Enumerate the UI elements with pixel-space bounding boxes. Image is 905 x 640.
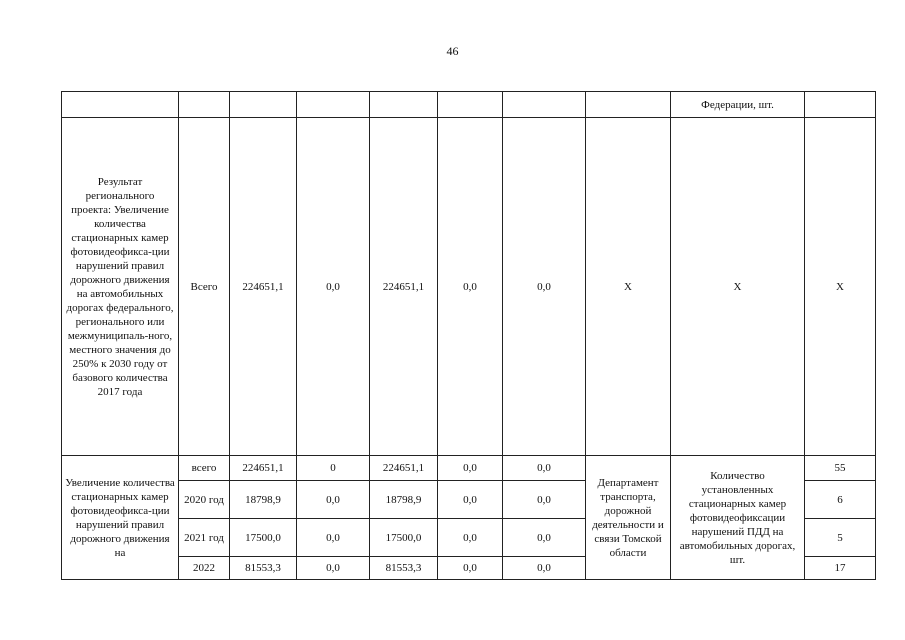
event-value-4: 0,0 (438, 481, 503, 519)
result-value-1: 224651,1 (230, 118, 297, 456)
continued-header-row (62, 92, 876, 118)
result-value-4: 0,0 (438, 118, 503, 456)
result-name: Результат регионального проекта: Увеличение количества стационарных камер фотовидеофикса-ции нарушений правил дорожного движения на автомобильных дорогах федерального, регионального или межмуниципаль-ного, местного значения до 250% к 2030 году от базового количества 2017 года (62, 118, 179, 456)
event-value-3: 81553,3 (370, 557, 438, 580)
result-indicator: Х (671, 118, 805, 456)
result-value-5: 0,0 (503, 118, 586, 456)
event-value-4: 0,0 (438, 456, 503, 481)
event-name: Увеличение количества стационарных камер фотовидеофикса-ции нарушений правил дорожного движения на (62, 456, 179, 580)
event-year: 2022 (179, 557, 230, 580)
event-indicator: Количество установленных стационарных камер фотовидеофиксации нарушений ПДД на автомобильных дорогах, шт. (671, 456, 805, 580)
event-value-5: 0,0 (503, 519, 586, 557)
event-value-2: 0,0 (297, 519, 370, 557)
table-cell (230, 92, 297, 118)
table-cell (586, 92, 671, 118)
event-value-2: 0,0 (297, 557, 370, 580)
result-target: Х (805, 118, 876, 456)
event-target: 6 (805, 481, 876, 519)
event-target: 55 (805, 456, 876, 481)
result-executor: Х (586, 118, 671, 456)
event-value-5: 0,0 (503, 557, 586, 580)
event-value-1: 224651,1 (230, 456, 297, 481)
event-value-5: 0,0 (503, 456, 586, 481)
event-target: 5 (805, 519, 876, 557)
table-cell (179, 92, 230, 118)
event-year: всего (179, 456, 230, 481)
table-cell (370, 92, 438, 118)
event-value-1: 81553,3 (230, 557, 297, 580)
event-value-5: 0,0 (503, 481, 586, 519)
table-cell (62, 92, 179, 118)
result-year: Всего (179, 118, 230, 456)
table-cell (438, 92, 503, 118)
event-value-2: 0,0 (297, 481, 370, 519)
table-cell (297, 92, 370, 118)
event-value-4: 0,0 (438, 557, 503, 580)
event-value-3: 18798,9 (370, 481, 438, 519)
event-value-1: 18798,9 (230, 481, 297, 519)
event-value-2: 0 (297, 456, 370, 481)
event-row-total (62, 456, 876, 481)
event-target: 17 (805, 557, 876, 580)
event-year: 2021 год (179, 519, 230, 557)
page-number: 46 (446, 44, 459, 58)
result-value-2: 0,0 (297, 118, 370, 456)
event-year: 2020 год (179, 481, 230, 519)
result-row (62, 118, 876, 456)
table-cell (805, 92, 876, 118)
table-cell-indicator-continued: Федерации, шт. (671, 92, 805, 118)
event-executor: Департамент транспорта, дорожной деятельности и связи Томской области (586, 456, 671, 580)
event-value-3: 224651,1 (370, 456, 438, 481)
budget-table (61, 91, 876, 580)
table-cell (503, 92, 586, 118)
event-value-3: 17500,0 (370, 519, 438, 557)
event-value-1: 17500,0 (230, 519, 297, 557)
result-value-3: 224651,1 (370, 118, 438, 456)
event-value-4: 0,0 (438, 519, 503, 557)
